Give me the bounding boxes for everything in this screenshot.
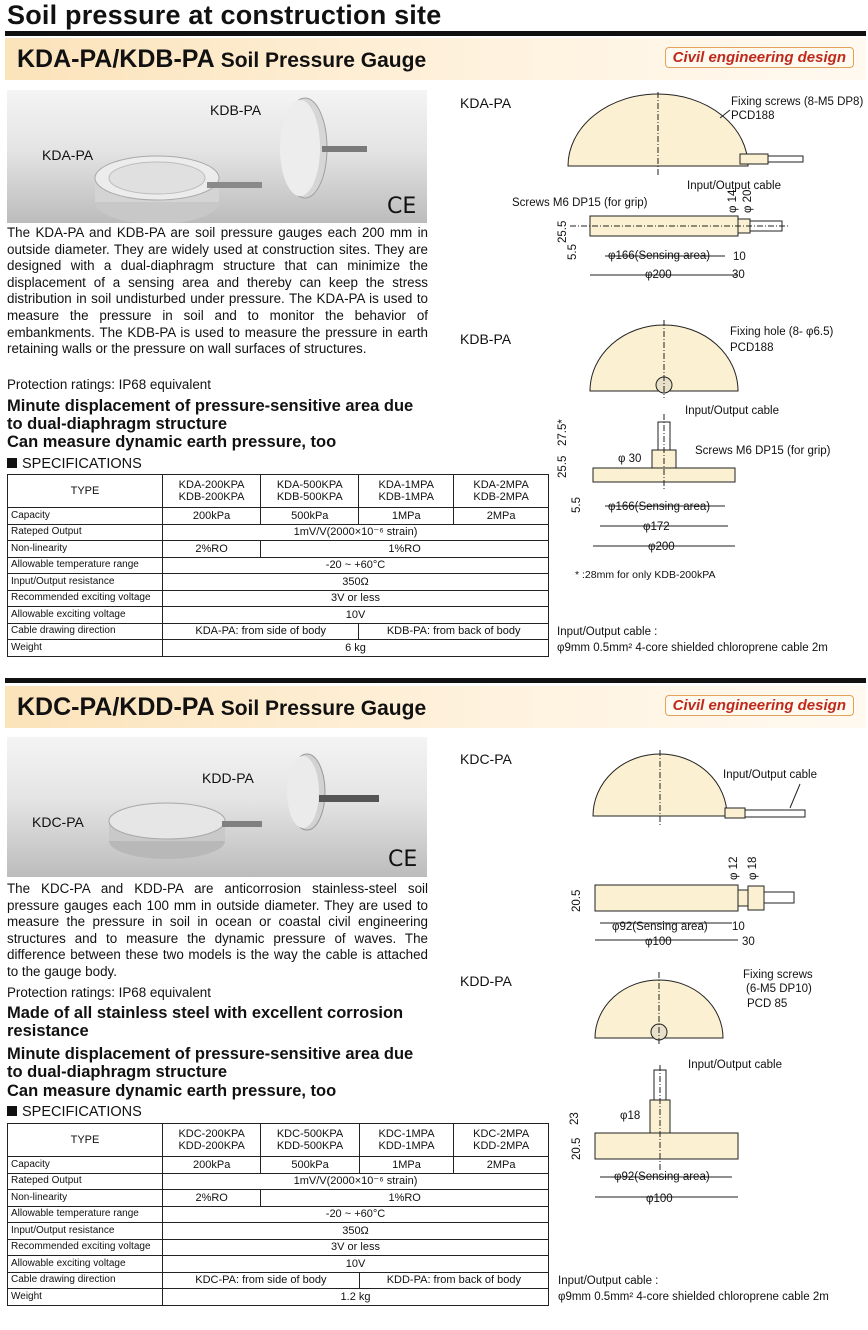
svg-text:* :28mm for only KDB-200kPA: * :28mm for only KDB-200kPA bbox=[575, 569, 716, 581]
table-row: Cable drawing direction KDC-PA: from side of body KDD-PA: from back of body bbox=[8, 1272, 549, 1289]
section-title: KDC-PA/KDD-PA bbox=[17, 693, 214, 721]
table-row: Weight 1.2 kg bbox=[8, 1289, 549, 1306]
section-subtitle: Soil Pressure Gauge bbox=[220, 697, 427, 720]
section-header-kdc-kdd bbox=[5, 686, 866, 728]
feature-2: Minute displacement of pressure-sensitive area due to dual-diaphragm structure bbox=[7, 1045, 414, 1081]
protection-rating: Protection ratings: IP68 equivalent bbox=[7, 377, 211, 392]
svg-text:5.5: 5.5 bbox=[571, 497, 583, 513]
svg-text:φ92(Sensing area): φ92(Sensing area) bbox=[612, 921, 708, 933]
page-title: Soil pressure at construction site bbox=[7, 0, 442, 30]
cable-spec-kda-kdb: Input/Output cable : φ9mm 0.5mm² 4-core shielded chloroprene cable 2m bbox=[557, 626, 828, 654]
table-row: Rateped Output 1mV/V(2000×10⁻⁶ strain) bbox=[8, 1173, 549, 1190]
drawing-label-kdb: KDB-PA bbox=[460, 331, 512, 347]
svg-text:Input/Output cable: Input/Output cable bbox=[687, 180, 781, 192]
section-divider bbox=[5, 678, 866, 683]
svg-text:27.5*: 27.5* bbox=[557, 419, 569, 446]
svg-text:Fixing screws (8-M5 DP8): Fixing screws (8-M5 DP8) bbox=[731, 96, 864, 108]
svg-text:φ200: φ200 bbox=[648, 541, 675, 553]
svg-text:Screws M6 DP15 (for grip): Screws M6 DP15 (for grip) bbox=[695, 445, 831, 457]
spec-heading: SPECIFICATIONS bbox=[7, 1104, 142, 1120]
svg-text:Input/Output cable: Input/Output cable bbox=[723, 769, 817, 781]
model-cell: KDA-1MPA KDB-1MPA bbox=[359, 475, 454, 508]
section-subtitle: Soil Pressure Gauge bbox=[220, 49, 427, 72]
photo-label-kdd: KDD-PA bbox=[202, 770, 254, 786]
table-row: Allowable temperature range -20 ~ +60°C bbox=[8, 557, 549, 574]
svg-text:φ200: φ200 bbox=[645, 269, 672, 281]
svg-text:φ 18: φ 18 bbox=[747, 856, 759, 880]
ce-mark: CE bbox=[388, 847, 418, 872]
section-header-kda-kdb bbox=[5, 38, 866, 80]
model-cell: KDA-500KPA KDB-500KPA bbox=[261, 475, 359, 508]
table-row: Recommended exciting voltage 3V or less bbox=[8, 1239, 549, 1256]
svg-text:25.5: 25.5 bbox=[557, 455, 569, 478]
product-photo-kda-kdb bbox=[7, 90, 427, 223]
svg-text:PCD188: PCD188 bbox=[731, 110, 775, 122]
svg-text:20.5: 20.5 bbox=[571, 889, 583, 912]
photo-label-kda: KDA-PA bbox=[42, 147, 94, 163]
protection-rating: Protection ratings: IP68 equivalent bbox=[7, 985, 211, 1000]
svg-text:20.5: 20.5 bbox=[571, 1137, 583, 1160]
model-cell: KDC-200KPA KDD-200KPA bbox=[163, 1124, 261, 1157]
svg-text:10: 10 bbox=[732, 921, 745, 933]
svg-text:5.5: 5.5 bbox=[567, 244, 579, 260]
svg-text:φ172: φ172 bbox=[643, 521, 670, 533]
description-kdc-kdd: The KDC-PA and KDD-PA are anticorrosion stainless-steel soil pressure gauges each 100 mm in outside diameter. They are used to measure the pressure in soil in ocean or coastal civil engineering structures and to measure the dynamic pressure of waves. The difference between these two models is the way the cable is attached to the gauge body. bbox=[7, 881, 428, 979]
table-row: Allowable temperature range -20 ~ +60°C bbox=[8, 1206, 549, 1223]
gauge-illustration bbox=[7, 737, 427, 877]
svg-text:Input/Output cable: Input/Output cable bbox=[688, 1059, 782, 1071]
ce-mark: CE bbox=[387, 194, 417, 219]
table-row: Cable drawing direction KDA-PA: from side of body KDB-PA: from back of body bbox=[8, 623, 549, 640]
svg-text:30: 30 bbox=[742, 936, 755, 948]
drawing-label-kda: KDA-PA bbox=[460, 95, 512, 111]
category-badge: Civil engineering design bbox=[665, 695, 854, 716]
type-label: TYPE bbox=[8, 1124, 163, 1157]
svg-text:φ166(Sensing area): φ166(Sensing area) bbox=[608, 250, 711, 262]
svg-text:φ18: φ18 bbox=[620, 1110, 641, 1122]
table-row: Non-linearity 2%RO 1%RO bbox=[8, 1190, 549, 1207]
model-cell: KDC-2MPA KDD-2MPA bbox=[454, 1124, 549, 1157]
model-cell: KDC-1MPA KDD-1MPA bbox=[359, 1124, 454, 1157]
table-row: Weight 6 kg bbox=[8, 640, 549, 657]
technical-drawing-kda-kdb bbox=[440, 88, 866, 658]
svg-text:φ 12: φ 12 bbox=[728, 856, 740, 880]
photo-label-kdc: KDC-PA bbox=[32, 814, 84, 830]
svg-text:10: 10 bbox=[733, 251, 746, 263]
section-title: KDA-PA/KDB-PA bbox=[17, 45, 214, 73]
table-row: Capacity 200kPa 500kPa 1MPa 2MPa bbox=[8, 508, 549, 525]
type-label: TYPE bbox=[8, 475, 163, 508]
svg-text:φ100: φ100 bbox=[645, 936, 672, 948]
drawing-label-kdc: KDC-PA bbox=[460, 751, 512, 767]
spec-heading: SPECIFICATIONS bbox=[7, 456, 142, 472]
table-row: Rateped Output 1mV/V(2000×10⁻⁶ strain) bbox=[8, 524, 549, 541]
svg-text:(6-M5 DP10): (6-M5 DP10) bbox=[746, 983, 812, 995]
section-divider bbox=[5, 31, 866, 36]
svg-text:25.5: 25.5 bbox=[557, 220, 569, 243]
svg-text:23: 23 bbox=[569, 1112, 581, 1125]
table-row: Capacity 200kPa 500kPa 1MPa 2MPa bbox=[8, 1157, 549, 1174]
svg-text:φ 20: φ 20 bbox=[742, 189, 754, 213]
product-photo-kdc-kdd bbox=[7, 737, 427, 877]
svg-text:Screws M6 DP15 (for grip): Screws M6 DP15 (for grip) bbox=[512, 197, 648, 209]
table-row: Allowable exciting voltage 10V bbox=[8, 607, 549, 624]
technical-drawing-kdc-kdd bbox=[440, 740, 866, 1280]
svg-text:PCD188: PCD188 bbox=[730, 342, 774, 354]
table-row: Recommended exciting voltage 3V or less bbox=[8, 590, 549, 607]
model-cell: KDC-500KPA KDD-500KPA bbox=[261, 1124, 359, 1157]
drawing-label-kdd: KDD-PA bbox=[460, 973, 512, 989]
svg-text:φ 14: φ 14 bbox=[727, 189, 739, 213]
feature-3: Can measure dynamic earth pressure, too bbox=[7, 1082, 337, 1100]
category-badge: Civil engineering design bbox=[665, 47, 854, 68]
table-row: Input/Output resistance 350Ω bbox=[8, 1223, 549, 1240]
table-row: Non-linearity 2%RO 1%RO bbox=[8, 541, 549, 558]
cable-spec-kdc-kdd: Input/Output cable : φ9mm 0.5mm² 4-core shielded chloroprene cable 2m bbox=[558, 1275, 829, 1303]
feature-2: Can measure dynamic earth pressure, too bbox=[7, 433, 337, 451]
svg-text:Fixing hole (8- φ6.5): Fixing hole (8- φ6.5) bbox=[730, 326, 834, 338]
feature-1: Minute displacement of pressure-sensitive area due to dual-diaphragm structure bbox=[7, 397, 414, 433]
svg-text:φ92(Sensing area): φ92(Sensing area) bbox=[614, 1171, 710, 1183]
svg-text:Input/Output cable: Input/Output cable bbox=[685, 405, 779, 417]
svg-text:φ 30: φ 30 bbox=[618, 453, 642, 465]
svg-text:φ100: φ100 bbox=[646, 1193, 673, 1205]
svg-text:30: 30 bbox=[732, 269, 745, 281]
svg-text:φ166(Sensing area): φ166(Sensing area) bbox=[608, 501, 711, 513]
photo-label-kdb: KDB-PA bbox=[210, 102, 262, 118]
svg-text:PCD 85: PCD 85 bbox=[747, 998, 788, 1010]
table-row: Allowable exciting voltage 10V bbox=[8, 1256, 549, 1273]
model-cell: KDA-2MPA KDB-2MPA bbox=[454, 475, 549, 508]
description-kda-kdb: The KDA-PA and KDB-PA are soil pressure gauges each 200 mm in outside diameter. They are widely used at construction sites. They are designed with a dual-diaphragm structure that can minimize the displacement of a sensing area and thereby can keep the stress distribution in soil undisturbed under pressure. The KDA-PA is used to measure the pressure in soil and to monitor the behavior of embankments. The KDB-PA is used to measure the pressure in earth retaining walls or the pressure on wall surfaces of structures. bbox=[7, 225, 428, 357]
model-cell: KDA-200KPA KDB-200KPA bbox=[163, 475, 261, 508]
table-row: Input/Output resistance 350Ω bbox=[8, 574, 549, 591]
feature-1: Made of all stainless steel with excellent corrosion resistance bbox=[7, 1004, 404, 1040]
svg-text:Fixing screws: Fixing screws bbox=[743, 969, 813, 981]
